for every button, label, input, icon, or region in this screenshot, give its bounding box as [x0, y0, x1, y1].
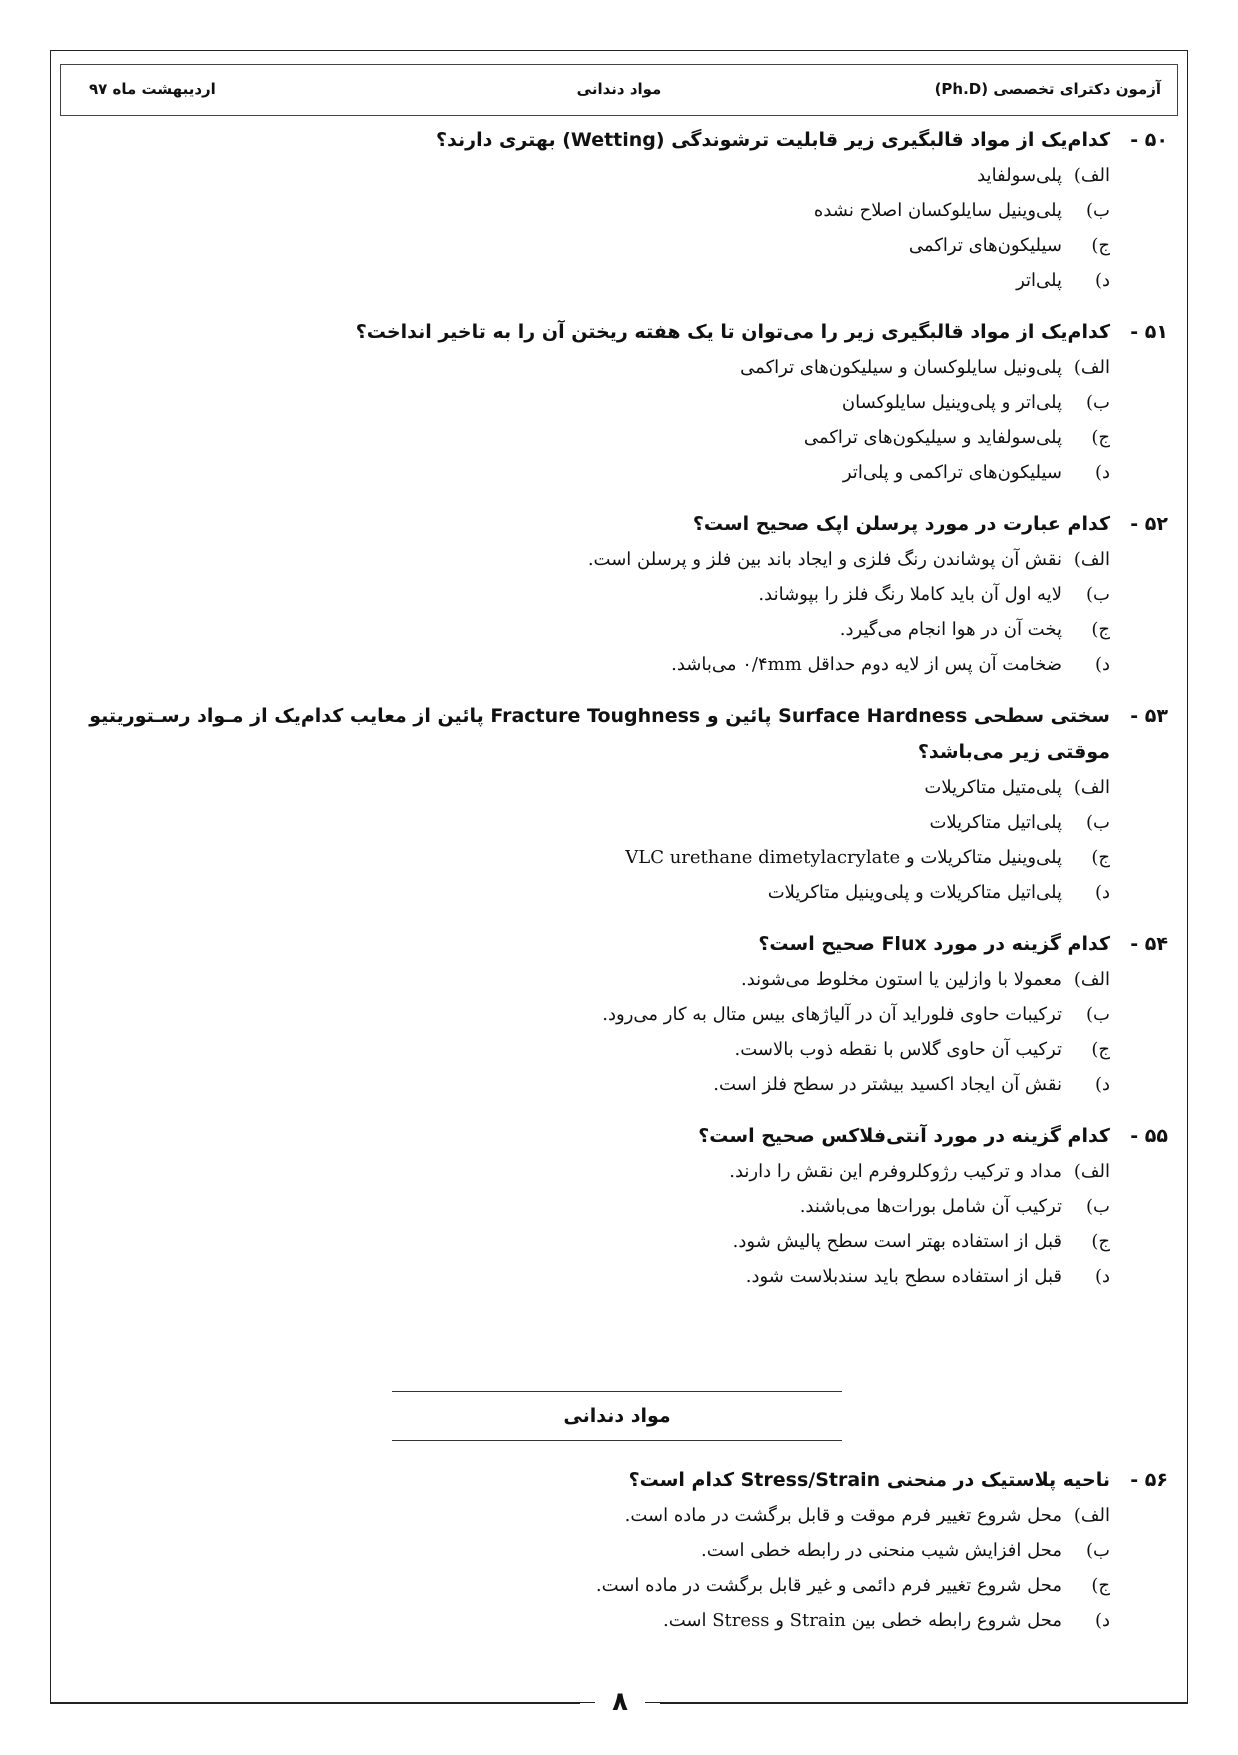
option	[56, 455, 1168, 490]
page-header	[60, 64, 1178, 116]
option-letter: ج)	[1091, 847, 1110, 868]
question-text: کدام گزینه در مورد Flux صحیح است؟	[758, 933, 1110, 955]
option	[56, 228, 1168, 263]
option	[56, 997, 1168, 1032]
option-text: پلی‌سولفاید	[977, 165, 1062, 186]
option-text: سیلیکون‌های تراکمی و پلی‌اتر	[842, 462, 1062, 483]
option-letter: الف)	[1073, 1505, 1110, 1526]
question-text: ناحیه پلاستیک در منحنی Stress/Strain کدام است؟	[628, 1469, 1110, 1491]
option-letter: ب)	[1086, 1196, 1110, 1217]
option-text: محل شروع تغییر فرم دائمی و غیر قابل برگشت در ماده است.	[595, 1575, 1062, 1596]
option	[56, 577, 1168, 612]
option-letter: د)	[1094, 1266, 1110, 1287]
question-number: ۵۴ -	[1130, 933, 1168, 955]
option	[56, 350, 1168, 385]
option-letter: الف)	[1073, 357, 1110, 378]
option-letter: ب)	[1086, 1540, 1110, 1561]
option	[56, 875, 1168, 910]
option-text: لایه اول آن باید کاملا رنگ فلز را بپوشاند.	[758, 584, 1062, 605]
option	[56, 193, 1168, 228]
option	[56, 1568, 1168, 1603]
question-number: ۵۵ -	[1130, 1125, 1168, 1147]
question-55	[56, 1118, 1168, 1294]
option-text: محل شروع تغییر فرم موقت و قابل برگشت در ماده است.	[624, 1505, 1062, 1526]
option-letter: الف)	[1073, 165, 1110, 186]
option-letter: د)	[1094, 882, 1110, 903]
question-number: ۵۰ -	[1130, 129, 1168, 151]
option-text: پلی‌وینیل سایلوکسان اصلاح نشده	[813, 200, 1062, 221]
question-text: کدام گزینه در مورد آنتی‌فلاکس صحیح است؟	[698, 1125, 1110, 1147]
option-letter: د)	[1094, 1610, 1110, 1631]
footer-rule-right	[660, 1703, 1188, 1704]
question-number: ۵۶ -	[1130, 1469, 1168, 1491]
option-letter: ب)	[1086, 584, 1110, 605]
question-56	[56, 1462, 1168, 1638]
page-number: ۸	[595, 1687, 645, 1717]
option	[56, 1154, 1168, 1189]
option-letter: ج)	[1091, 235, 1110, 256]
option-letter: د)	[1094, 462, 1110, 483]
option	[56, 647, 1168, 682]
option-text: معمولا با وازلین یا استون مخلوط می‌شوند.	[740, 969, 1062, 990]
option-letter: الف)	[1073, 969, 1110, 990]
option-text: نقش آن ایجاد اکسید بیشتر در سطح فلز است.	[713, 1074, 1062, 1095]
option-text: پلی‌متیل متاکریلات	[924, 777, 1062, 798]
option	[56, 385, 1168, 420]
footer-rule-left	[50, 1703, 580, 1704]
option-text: ترکیب آن شامل بورات‌ها می‌باشند.	[799, 1196, 1062, 1217]
question-52	[56, 506, 1168, 682]
option	[56, 1533, 1168, 1568]
option	[56, 1259, 1168, 1294]
option-letter: الف)	[1073, 777, 1110, 798]
option-text: ترکیب آن حاوی گلاس با نقطه ذوب بالاست.	[734, 1039, 1062, 1060]
question-text: کدام‌یک از مواد قالبگیری زیر را می‌توان تا یک هفته ریختن آن را به تاخیر انداخت؟	[355, 321, 1110, 343]
option	[56, 840, 1168, 875]
option-text: سیلیکون‌های تراکمی	[908, 235, 1062, 256]
option-letter: ج)	[1091, 1039, 1110, 1060]
option-text: پلی‌وینیل متاکریلات و VLC urethane dimetylacrylate	[625, 847, 1062, 868]
option-letter: ب)	[1086, 812, 1110, 833]
question-number: ۵۱ -	[1130, 321, 1168, 343]
option-text: پلی‌اتر	[1016, 270, 1062, 291]
question-54	[56, 926, 1168, 1102]
question-number: ۵۲ -	[1130, 513, 1168, 535]
option-letter: ج)	[1091, 1575, 1110, 1596]
exam-date: اردیبهشت ماه ۹۷	[89, 80, 216, 98]
option	[56, 1032, 1168, 1067]
subject-title: مواد دندانی	[576, 80, 662, 98]
question-51	[56, 314, 1168, 490]
option-letter: ب)	[1086, 200, 1110, 221]
option	[56, 770, 1168, 805]
option	[56, 612, 1168, 647]
exam-title: آزمون دکترای تخصصی (Ph.D)	[934, 80, 1161, 98]
option-letter: ج)	[1091, 1231, 1110, 1252]
question-text: کدام عبارت در مورد پرسلن اپک صحیح است؟	[692, 513, 1110, 535]
option-letter: د)	[1094, 270, 1110, 291]
question-50	[56, 122, 1168, 298]
option-text: نقش آن پوشاندن رنگ فلزی و ایجاد باند بین فلز و پرسلن است.	[587, 549, 1062, 570]
option-text: مداد و ترکیب رژوکلروفرم این نقش را دارند.	[729, 1161, 1062, 1182]
option-text: قبل از استفاده سطح باید سندبلاست شود.	[745, 1266, 1062, 1287]
option-text: قبل از استفاده بهتر است سطح پالیش شود.	[732, 1231, 1062, 1252]
option-letter: ج)	[1091, 619, 1110, 640]
option	[56, 542, 1168, 577]
question-text: سختی سطحی Surface Hardness پائین و Fracture Toughness پائین از معایب کدام‌یک از مـواد رسـتوریتیو موقتی زیر می‌باشد؟	[89, 705, 1110, 763]
section-title: مواد دندانی	[392, 1391, 842, 1441]
option-letter: الف)	[1073, 549, 1110, 570]
option	[56, 1603, 1168, 1638]
option	[56, 420, 1168, 455]
option	[56, 962, 1168, 997]
option-letter: الف)	[1073, 1161, 1110, 1182]
option	[56, 1224, 1168, 1259]
option-letter: ب)	[1086, 1004, 1110, 1025]
question-number: ۵۳ -	[1130, 705, 1168, 727]
option	[56, 805, 1168, 840]
option-text: پخت آن در هوا انجام می‌گیرد.	[839, 619, 1062, 640]
option	[56, 263, 1168, 298]
option-text: پلی‌اتیل متاکریلات	[929, 812, 1062, 833]
questions-list	[56, 122, 1168, 1310]
option	[56, 1498, 1168, 1533]
option-letter: ج)	[1091, 427, 1110, 448]
option-text: پلی‌اتیل متاکریلات و پلی‌وینیل متاکریلات	[767, 882, 1062, 903]
option	[56, 1189, 1168, 1224]
option-text: محل افزایش شیب منحنی در رابطه خطی است.	[701, 1540, 1062, 1561]
option-text: پلی‌اتر و پلی‌وینیل سایلوکسان	[841, 392, 1062, 413]
option-letter: د)	[1094, 654, 1110, 675]
option-text: ترکیبات حاوی فلوراید آن در آلیاژهای بیس متال به کار می‌رود.	[602, 1004, 1062, 1025]
option-text: پلی‌سولفاید و سیلیکون‌های تراکمی	[803, 427, 1062, 448]
option	[56, 1067, 1168, 1102]
option-letter: ب)	[1086, 392, 1110, 413]
question-text: کدام‌یک از مواد قالبگیری زیر قابلیت ترشوندگی (Wetting) بهتری دارند؟	[436, 129, 1110, 151]
option	[56, 158, 1168, 193]
option-text: پلی‌ونیل سایلوکسان و سیلیکون‌های تراکمی	[740, 357, 1062, 378]
option-text: محل شروع رابطه خطی بین Strain و Stress است.	[663, 1610, 1062, 1631]
option-letter: د)	[1094, 1074, 1110, 1095]
question-53	[56, 698, 1168, 910]
option-text: ضخامت آن پس از لایه دوم حداقل ۰/۴mm می‌باشد.	[671, 654, 1062, 675]
